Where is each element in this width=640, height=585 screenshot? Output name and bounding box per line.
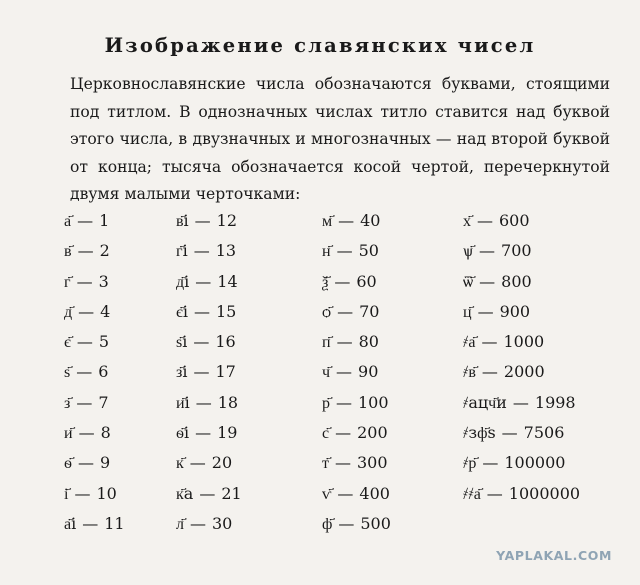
slavonic-numeral: ѱ҃ xyxy=(463,241,474,261)
dash-separator: — xyxy=(338,211,355,230)
numeral-row xyxy=(176,297,242,327)
numeral-column-4 xyxy=(463,206,580,509)
dash-separator: — xyxy=(501,423,518,443)
numeral-row xyxy=(322,448,391,478)
dash-separator: — xyxy=(82,513,99,533)
arabic-value: 30 xyxy=(211,513,233,533)
numeral-row xyxy=(322,297,391,327)
numeral-row xyxy=(463,448,580,478)
arabic-value: 200 xyxy=(357,423,388,443)
arabic-value: 16 xyxy=(215,332,236,352)
arabic-value: 500 xyxy=(360,513,391,533)
arabic-value: 600 xyxy=(499,211,530,230)
numeral-row xyxy=(176,236,242,266)
arabic-value: 18 xyxy=(217,392,239,412)
slavonic-numeral: ҂а҃ xyxy=(463,332,476,352)
slavonic-numeral: а҃і xyxy=(64,513,77,533)
slavonic-numeral: д҃ xyxy=(64,301,73,321)
dash-separator: — xyxy=(481,332,498,352)
numeral-row xyxy=(64,206,125,236)
slavonic-numeral: а҃ xyxy=(64,211,72,230)
arabic-value: 800 xyxy=(501,271,532,291)
dash-separator: — xyxy=(78,301,95,321)
slavonic-numeral: ц҃ xyxy=(463,301,472,321)
slavonic-numeral: ѻ҃ xyxy=(322,301,332,321)
dash-separator: — xyxy=(481,362,498,382)
numeral-row xyxy=(322,418,391,448)
slavonic-numeral: з҃і xyxy=(176,362,188,382)
arabic-value: 11 xyxy=(104,513,125,533)
slavonic-numeral: ѕ҃і xyxy=(176,332,188,352)
watermark-logo: YAPLAKAL.COM xyxy=(496,548,612,563)
slavonic-numeral: р҃ xyxy=(322,392,330,412)
slavonic-numeral: ҂р҃ xyxy=(463,453,477,473)
slavonic-numeral: в҃ xyxy=(64,241,72,261)
dash-separator: — xyxy=(337,301,354,321)
dash-separator: — xyxy=(193,241,210,261)
arabic-value: 2000 xyxy=(503,362,545,382)
dash-separator: — xyxy=(195,271,212,291)
slavonic-numeral: в҃і xyxy=(176,211,189,230)
slavonic-numeral: ѕ҃ xyxy=(64,362,71,382)
dash-separator: — xyxy=(76,392,93,412)
arabic-value: 17 xyxy=(215,362,236,382)
numeral-row xyxy=(463,357,580,387)
numeral-column-1 xyxy=(64,206,125,539)
numeral-row xyxy=(64,236,125,266)
arabic-value: 7506 xyxy=(523,423,565,443)
slavonic-numeral: ф҃ xyxy=(322,513,333,533)
numeral-row xyxy=(176,267,242,297)
dash-separator: — xyxy=(477,301,494,321)
dash-separator: — xyxy=(337,483,354,503)
arabic-value: 50 xyxy=(358,241,379,261)
numeral-column-3 xyxy=(322,206,391,539)
numeral-row xyxy=(322,206,391,236)
dash-separator: — xyxy=(193,332,210,352)
slavonic-numeral: н҃ xyxy=(322,241,331,261)
numeral-row xyxy=(176,327,242,357)
dash-separator: — xyxy=(195,423,212,443)
arabic-value: 9 xyxy=(100,453,111,473)
numeral-row xyxy=(176,357,242,387)
numeral-column-2 xyxy=(176,206,242,539)
arabic-value: 70 xyxy=(359,301,380,321)
dash-separator: — xyxy=(479,241,496,261)
slavonic-numeral: т҃ xyxy=(322,453,329,473)
dash-separator: — xyxy=(486,483,503,503)
arabic-value: 700 xyxy=(501,241,532,261)
numeral-row xyxy=(322,509,391,539)
arabic-value: 80 xyxy=(358,332,379,352)
numeral-row xyxy=(64,479,125,509)
arabic-value: 3 xyxy=(98,271,109,291)
dash-separator: — xyxy=(199,483,216,503)
numeral-row xyxy=(176,509,242,539)
numeral-row xyxy=(322,357,391,387)
dash-separator: — xyxy=(77,241,94,261)
dash-separator: — xyxy=(77,211,94,230)
numeral-row xyxy=(64,388,125,418)
slavonic-numeral: г҃і xyxy=(176,241,188,261)
intro-paragraph: Церковнославянские числа обозначаются буквами, стоящими под титлом. В однозначных числах титло ставится над буквой этого числа, в двузначных и многозначных — над второй буквой от конца; тысяча обозначается косой чертой, перечеркнутой двумя малыми черточками: xyxy=(70,75,610,203)
numeral-row xyxy=(322,479,391,509)
dash-separator: — xyxy=(338,513,355,533)
numeral-row xyxy=(463,327,580,357)
slavonic-numeral: х҃ xyxy=(463,211,471,230)
dash-separator: — xyxy=(76,362,93,382)
numeral-row xyxy=(463,267,580,297)
slavonic-numeral: д҃і xyxy=(176,271,190,291)
slavonic-numeral: ҂зф҃ѕ xyxy=(463,423,496,443)
arabic-value: 60 xyxy=(356,271,377,291)
arabic-value: 20 xyxy=(211,453,233,473)
dash-separator: — xyxy=(335,423,352,443)
slavonic-numeral: ҂в҃ xyxy=(463,362,476,382)
numeral-row xyxy=(64,267,125,297)
dash-separator: — xyxy=(78,453,94,473)
arabic-value: 2 xyxy=(99,241,110,261)
numeral-row xyxy=(463,388,580,418)
slavonic-numeral: с҃ xyxy=(322,423,330,443)
dash-separator: — xyxy=(512,392,529,412)
arabic-value: 19 xyxy=(217,423,238,443)
dash-separator: — xyxy=(336,332,353,352)
numeral-row xyxy=(64,448,125,478)
numeral-row xyxy=(322,267,391,297)
slavonic-numeral: п҃ xyxy=(322,332,331,352)
page-title: Изображение славянских чисел xyxy=(104,34,536,57)
slavonic-numeral: ҂ацч҃и xyxy=(463,392,507,412)
numeral-row xyxy=(463,236,580,266)
dash-separator: — xyxy=(193,362,210,382)
slavonic-numeral: ѯ҃ xyxy=(322,271,329,291)
numeral-row xyxy=(463,297,580,327)
dash-separator: — xyxy=(193,301,210,321)
arabic-value: 12 xyxy=(216,211,238,230)
arabic-value: 1000 xyxy=(503,332,545,352)
numeral-row xyxy=(322,327,391,357)
arabic-value: 400 xyxy=(359,483,390,503)
arabic-value: 100 xyxy=(358,392,389,412)
numeral-row xyxy=(463,206,580,236)
arabic-value: 300 xyxy=(357,453,388,473)
numeral-row xyxy=(64,327,125,357)
slavonic-numeral: ѳ҃ xyxy=(64,453,72,473)
slavonic-numeral: ѿ҃ xyxy=(463,271,474,291)
slavonic-numeral: г҃ xyxy=(64,271,71,291)
dash-separator: — xyxy=(74,483,91,503)
slavonic-numeral: л҃ xyxy=(176,513,184,533)
slavonic-numeral: м҃ xyxy=(322,211,333,230)
numeral-row xyxy=(463,418,580,448)
arabic-value: 40 xyxy=(360,211,381,230)
numeral-row xyxy=(64,297,125,327)
slavonic-numeral: з҃ xyxy=(64,392,71,412)
slavonic-numeral: є҃ xyxy=(64,332,71,352)
slavonic-numeral: ѳ҃і xyxy=(176,423,190,443)
numeral-row xyxy=(64,509,125,539)
arabic-value: 14 xyxy=(217,271,238,291)
dash-separator: — xyxy=(336,392,352,412)
dash-separator: — xyxy=(482,453,499,473)
dash-separator: — xyxy=(479,271,496,291)
slavonic-numeral: є҃і xyxy=(176,301,188,321)
dash-separator: — xyxy=(335,453,351,473)
numeral-row xyxy=(176,479,242,509)
arabic-value: 10 xyxy=(96,483,117,503)
dash-separator: — xyxy=(194,211,211,230)
slavonic-numeral: и҃ xyxy=(64,423,73,443)
arabic-value: 5 xyxy=(98,332,110,352)
numeral-row xyxy=(176,388,242,418)
dash-separator: — xyxy=(336,241,353,261)
arabic-value: 15 xyxy=(215,301,237,321)
slavonic-numeral: и҃і xyxy=(176,392,190,412)
dash-separator: — xyxy=(334,271,351,291)
dash-separator: — xyxy=(477,211,493,230)
dash-separator: — xyxy=(189,513,206,533)
slavonic-numeral: к҃ xyxy=(176,453,184,473)
arabic-value: 1998 xyxy=(534,392,576,412)
arabic-value: 100000 xyxy=(504,453,566,473)
numeral-row xyxy=(463,479,580,509)
slavonic-numeral: к҃а xyxy=(176,483,194,503)
arabic-value: 8 xyxy=(100,423,111,443)
dash-separator: — xyxy=(78,423,95,443)
arabic-value: 6 xyxy=(98,362,109,382)
arabic-value: 1000000 xyxy=(508,483,581,503)
numeral-row xyxy=(322,388,391,418)
arabic-value: 13 xyxy=(215,241,237,261)
dash-separator: — xyxy=(189,453,206,473)
dash-separator: — xyxy=(76,271,93,291)
dash-separator: — xyxy=(195,392,212,412)
arabic-value: 4 xyxy=(100,301,111,321)
slavonic-numeral: ҂҂а҃ xyxy=(463,483,481,503)
arabic-value: 7 xyxy=(98,392,109,412)
arabic-value: 900 xyxy=(499,301,531,321)
numeral-row xyxy=(176,206,242,236)
numeral-row xyxy=(176,418,242,448)
arabic-value: 90 xyxy=(358,362,379,382)
arabic-value: 21 xyxy=(221,483,242,503)
slavonic-numeral: ч҃ xyxy=(322,362,331,382)
numeral-row xyxy=(64,418,125,448)
slavonic-numeral: і҃ xyxy=(64,483,69,503)
arabic-value: 1 xyxy=(99,211,110,230)
numeral-row xyxy=(64,357,125,387)
numeral-row xyxy=(176,448,242,478)
dash-separator: — xyxy=(76,332,93,352)
numeral-row xyxy=(322,236,391,266)
dash-separator: — xyxy=(336,362,353,382)
slavonic-numeral: ѵ҃ xyxy=(322,483,332,503)
